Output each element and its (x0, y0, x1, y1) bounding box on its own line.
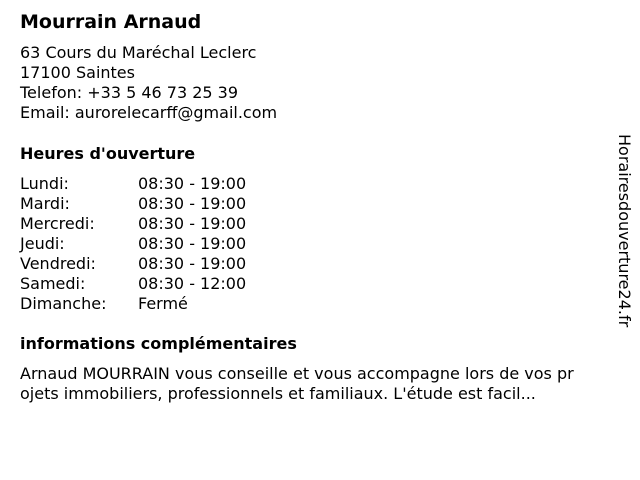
day-label: Dimanche: (20, 294, 107, 313)
time-range: 08:30 - 19:00 (138, 254, 247, 273)
contact-block (20, 43, 277, 123)
hours-row-sunday (20, 294, 246, 314)
time-range: Fermé (138, 294, 188, 313)
additional-info-heading: informations complémentaires (20, 334, 297, 353)
day-label: Vendredi: (20, 254, 96, 273)
address-city: 17100 Saintes (20, 63, 135, 82)
hours-row-tuesday (20, 194, 246, 214)
day-label: Mardi: (20, 194, 70, 213)
day-label: Mercredi: (20, 214, 95, 233)
hours-row-thursday (20, 234, 246, 254)
email-address: Email: aurorelecarff@gmail.com (20, 103, 278, 122)
day-label: Jeudi: (20, 234, 65, 253)
description-line-2: ojets immobiliers, professionnels et familiaux. L'étude est facil... (20, 384, 536, 403)
time-range: 08:30 - 12:00 (138, 274, 247, 293)
time-range: 08:30 - 19:00 (138, 234, 247, 253)
opening-hours-heading: Heures d'ouverture (20, 144, 196, 163)
opening-hours-table (20, 174, 246, 314)
address-street: 63 Cours du Maréchal Leclerc (20, 43, 257, 62)
business-name: Mourrain Arnaud (20, 11, 202, 33)
hours-row-wednesday (20, 214, 246, 234)
time-range: 08:30 - 19:00 (138, 194, 247, 213)
business-description (20, 364, 630, 404)
hours-row-friday (20, 254, 246, 274)
hours-row-monday (20, 174, 246, 194)
time-range: 08:30 - 19:00 (138, 214, 247, 233)
day-label: Lundi: (20, 174, 69, 193)
site-watermark: Horairesdouverture24.fr (615, 134, 634, 328)
description-line-1: Arnaud MOURRAIN vous conseille et vous accompagne lors de vos pr (20, 364, 574, 383)
day-label: Samedi: (20, 274, 86, 293)
time-range: 08:30 - 19:00 (138, 174, 247, 193)
phone-number: Telefon: +33 5 46 73 25 39 (20, 83, 239, 102)
hours-row-saturday (20, 274, 246, 294)
